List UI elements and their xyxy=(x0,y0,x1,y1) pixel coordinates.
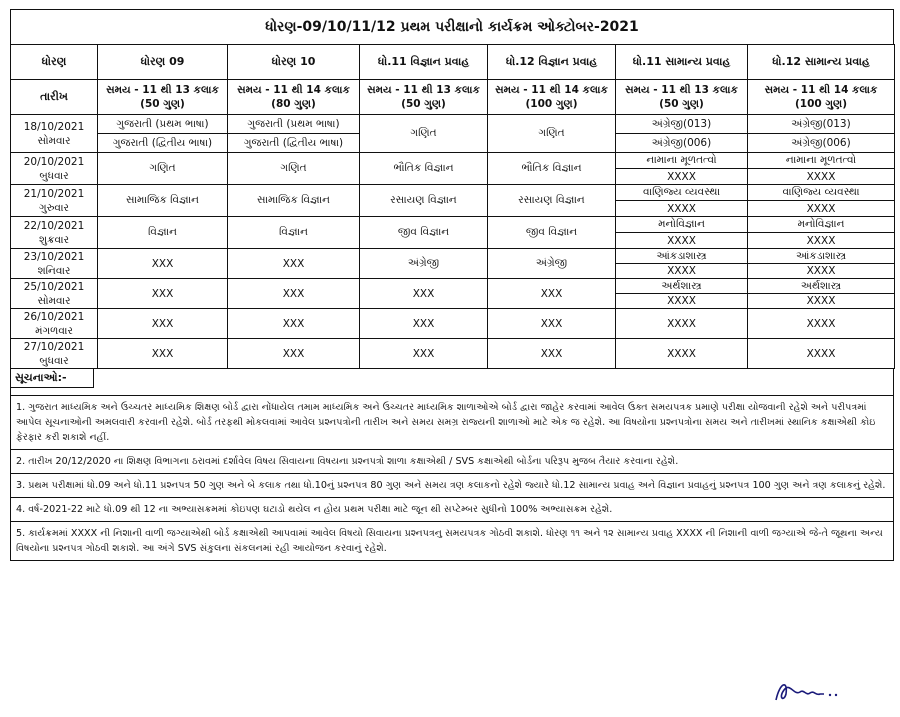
subject-cell: અર્થશાસ્ત્ર xyxy=(616,279,748,294)
subject-cell: અર્થશાસ્ત્ર xyxy=(748,279,895,294)
time-cell-line: સમય - 11 થી 13 કલાક xyxy=(367,84,480,96)
time-cell-line: (50 ગુણ) xyxy=(659,98,704,110)
subject-cell: XXX xyxy=(98,279,228,309)
column-header: ધો.11 સામાન્ય પ્રવાહ xyxy=(616,45,748,80)
signature xyxy=(770,676,860,706)
date-day: સોમવાર xyxy=(37,134,71,147)
subject-cell: આંકડાશાસ્ત્ર xyxy=(748,249,895,264)
subject-cell: XXXX xyxy=(748,201,895,217)
subject-cell: XXX xyxy=(98,309,228,339)
subject-cell: ગુજરાતી (દ્વિતીય ભાષા) xyxy=(228,134,360,153)
subject-cell: નામાના મૂળતત્વો xyxy=(748,153,895,169)
exam-schedule-sheet xyxy=(10,9,894,561)
page-title: ધોરણ-09/10/11/12 પ્રથમ પરીક્ષાનો કાર્યક્રમ ઓક્ટોબર-2021 xyxy=(10,9,894,44)
time-cell xyxy=(98,80,228,115)
subject-cell: જીવ વિજ્ઞાન xyxy=(488,217,616,249)
subject-cell: જીવ વિજ્ઞાન xyxy=(360,217,488,249)
subject-cell: અંગ્રેજી(006) xyxy=(748,134,895,153)
subject-cell: XXX xyxy=(98,339,228,369)
subject-cell: ગુજરાતી (પ્રથમ ભાષા) xyxy=(228,115,360,134)
notes-heading: સૂચનાઓ:- xyxy=(11,369,94,388)
subject-cell: XXX xyxy=(98,249,228,279)
note-4: 4. વર્ષ-2021-22 માટે ધો.09 થી 12 ના અભ્યાસક્રમમાં કોઇપણ ઘટાડો થયેલ ન હોય પ્રથમ પરીક્ષા માટે જૂન થી સપ્ટેમ્બર સુધીનો 100% અભ્યાસક્રમ રહેશે. xyxy=(11,497,893,521)
date-cell xyxy=(11,217,98,249)
time-cell xyxy=(616,80,748,115)
time-cell-line: સમય - 11 થી 14 કલાક xyxy=(764,84,878,96)
date-day: શુક્રવાર xyxy=(38,233,70,246)
subject-cell: XXXX xyxy=(616,233,748,249)
time-cell-line: સમય - 11 થી 14 કલાક xyxy=(237,84,350,96)
note-5: 5. કાર્યક્રમમાં XXXX ની નિશાની વાળી જગ્યાએથી બોર્ડ કક્ષાએથી આપવામાં આવેલ વિષયો સિવાયના પ્રશ્નપત્રનુ સમયપત્રક ગોઠવી શકાશે. ધોરણ ૧૧ અને ૧૨ સામાન્ય પ્રવાહ XXXX ની નિશાની વાળી જગ્યાએ જે-તે જૂથના અન્ય વિષયોના પ્રશ્નપત્ર ગોઠવી શકાશે. આ અંગે SVS સંકુલના સંકલનમાં રહી આયોજન કરવાનું રહેશે. xyxy=(11,521,893,560)
date-day: મંગળવાર xyxy=(35,324,73,337)
note-2: 2. તારીખ 20/12/2020 ના શિક્ષણ વિભાગના ઠરાવમાં દર્શાવેલ વિષય સિવાયના વિષયના પ્રશ્નપત્રો શાળા કક્ષાએથી / SVS કક્ષાએથી બોર્ડના પરિરૂપ મુજબ તૈયાર કરવાના રહેશે. xyxy=(11,449,893,473)
time-cell xyxy=(488,80,616,115)
subject-cell: ગણિત xyxy=(228,153,360,185)
subject-cell: XXXX xyxy=(616,339,748,369)
date-date: 26/10/2021 xyxy=(23,310,85,323)
subject-cell: XXXX xyxy=(748,169,895,185)
time-cell-line: સમય - 11 થી 13 કલાક xyxy=(106,84,219,96)
subject-cell: અંગ્રેજી(006) xyxy=(616,134,748,153)
subject-cell: XXX xyxy=(228,279,360,309)
subject-cell: વિજ્ઞાન xyxy=(228,217,360,249)
time-cell-line: (50 ગુણ) xyxy=(401,98,446,110)
subject-cell: ગુજરાતી (પ્રથમ ભાષા) xyxy=(98,115,228,134)
subject-cell: ગુજરાતી (દ્વિતીય ભાષા) xyxy=(98,134,228,153)
subject-cell: XXXX xyxy=(616,201,748,217)
subject-cell: સામાજિક વિજ્ઞાન xyxy=(228,185,360,217)
subject-cell: અંગ્રેજી xyxy=(488,249,616,279)
subject-cell: XXXX xyxy=(748,264,895,279)
subject-cell: ગણિત xyxy=(360,115,488,153)
time-cell xyxy=(228,80,360,115)
notes-section xyxy=(10,369,894,561)
date-cell xyxy=(11,279,98,309)
subject-cell: XXX xyxy=(488,339,616,369)
date-day: બુધવાર xyxy=(39,354,69,367)
subject-cell: ગણિત xyxy=(488,115,616,153)
subject-cell: ભૌતિક વિજ્ઞાન xyxy=(360,153,488,185)
subject-cell: XXX xyxy=(488,309,616,339)
subject-cell: XXX xyxy=(488,279,616,309)
time-cell-line: (50 ગુણ) xyxy=(140,98,185,110)
time-cell xyxy=(360,80,488,115)
subject-cell: XXXX xyxy=(748,294,895,309)
subject-cell: XXX xyxy=(360,279,488,309)
date-cell xyxy=(11,153,98,185)
date-cell xyxy=(11,249,98,279)
date-day: બુધવાર xyxy=(39,169,69,182)
subject-cell: ભૌતિક વિજ્ઞાન xyxy=(488,153,616,185)
date-date: 25/10/2021 xyxy=(23,280,85,293)
note-3: 3. પ્રથમ પરીક્ષામાં ધો.09 અને ધો.11 પ્રશ્નપત્ર 50 ગુણ અને બે કલાક તથા ધો.10નું પ્રશ્નપત્ર 80 ગુણ અને સમય ત્રણ કલાકનો રહેશે જ્યારે ધો.12 સામાન્ય પ્રવાહ અને વિજ્ઞાન પ્રવાહનું પ્રશ્નપત્ર 100 ગુણ અને ત્રણ કલાકનું રહેશે. xyxy=(11,473,893,497)
subject-cell: મનોવિજ્ઞાન xyxy=(616,217,748,233)
date-date: 20/10/2021 xyxy=(23,155,85,168)
subject-cell: XXXX xyxy=(748,309,895,339)
subject-cell: XXX xyxy=(360,309,488,339)
date-day: ગુરુવાર xyxy=(39,201,69,214)
subject-cell: સામાજિક વિજ્ઞાન xyxy=(98,185,228,217)
time-cell xyxy=(748,80,895,115)
note-1: 1. ગુજરાત માધ્યમિક અને ઉચ્ચતર માધ્યમિક શિક્ષણ બોર્ડ દ્વારા નોંધાયેલ તમામ માધ્યમિક અને ઉચ્ચતર માધ્યમિક શાળાઓએ બોર્ડ દ્વારા જાહેર કરવામાં આવેલ ઉક્ત સમયપત્રક પ્રમાણે પરીક્ષા યોજવાની રહેશે અને પરીપત્રમાં આપેલ સૂચનાઓની અમલવારી કરવાની રહેશે. બોર્ડ તરફથી મોકલવામાં આવેલ પ્રશ્નપત્રોની તારીખ અને સમય સમગ્ર રાજ્યની શાળાઓ માટે એક જ રહેશે. આ વિષયોના પ્રશ્નપત્રોના સમય અને તારીખમાં સ્થાનિક કક્ષાએથી કોઇ ફેરફાર કરી શકાશે નહીં. xyxy=(11,395,893,449)
column-header: ધોરણ xyxy=(11,45,98,80)
column-header: ધોરણ 09 xyxy=(98,45,228,80)
subject-cell: XXX xyxy=(228,339,360,369)
time-cell-line: (80 ગુણ) xyxy=(271,98,316,110)
subject-cell: મનોવિજ્ઞાન xyxy=(748,217,895,233)
subject-cell: વાણિજ્ય વ્યવસ્થા xyxy=(748,185,895,201)
date-date: 22/10/2021 xyxy=(23,219,85,232)
subject-cell: XXXX xyxy=(748,233,895,249)
date-date: 18/10/2021 xyxy=(23,120,85,133)
subject-cell: XXX xyxy=(228,249,360,279)
date-cell xyxy=(11,339,98,369)
subject-cell: XXX xyxy=(228,309,360,339)
subject-cell: XXXX xyxy=(616,169,748,185)
time-cell-line: સમય - 11 થી 13 કલાક xyxy=(625,84,738,96)
column-header: ધો.12 વિજ્ઞાન પ્રવાહ xyxy=(488,45,616,80)
subject-cell: XXX xyxy=(360,339,488,369)
date-date: 23/10/2021 xyxy=(23,250,85,263)
time-row-label: તારીખ xyxy=(11,80,98,115)
column-header: ધો.11 વિજ્ઞાન પ્રવાહ xyxy=(360,45,488,80)
subject-cell: XXXX xyxy=(616,294,748,309)
date-date: 21/10/2021 xyxy=(23,187,85,200)
subject-cell: વિજ્ઞાન xyxy=(98,217,228,249)
subject-cell: આંકડાશાસ્ત્ર xyxy=(616,249,748,264)
subject-cell: અંગ્રેજી(013) xyxy=(616,115,748,134)
column-header: ધોરણ 10 xyxy=(228,45,360,80)
time-cell-line: (100 ગુણ) xyxy=(795,98,847,110)
subject-cell: અંગ્રેજી xyxy=(360,249,488,279)
time-cell-line: (100 ગુણ) xyxy=(525,98,578,110)
date-day: શનિવાર xyxy=(37,264,71,277)
date-cell xyxy=(11,185,98,217)
subject-cell: ગણિત xyxy=(98,153,228,185)
date-day: સોમવાર xyxy=(37,294,71,307)
column-header: ધો.12 સામાન્ય પ્રવાહ xyxy=(748,45,895,80)
schedule-table xyxy=(10,44,895,369)
date-cell xyxy=(11,309,98,339)
subject-cell: XXXX xyxy=(616,309,748,339)
subject-cell: વાણિજ્ય વ્યવસ્થા xyxy=(616,185,748,201)
subject-cell: XXXX xyxy=(748,339,895,369)
time-cell-line: સમય - 11 થી 14 કલાક xyxy=(495,84,608,96)
subject-cell: અંગ્રેજી(013) xyxy=(748,115,895,134)
date-date: 27/10/2021 xyxy=(23,340,85,353)
subject-cell: નામાના મૂળતત્વો xyxy=(616,153,748,169)
date-cell xyxy=(11,115,98,153)
subject-cell: રસાયણ વિજ્ઞાન xyxy=(360,185,488,217)
subject-cell: રસાયણ વિજ્ઞાન xyxy=(488,185,616,217)
subject-cell: XXXX xyxy=(616,264,748,279)
